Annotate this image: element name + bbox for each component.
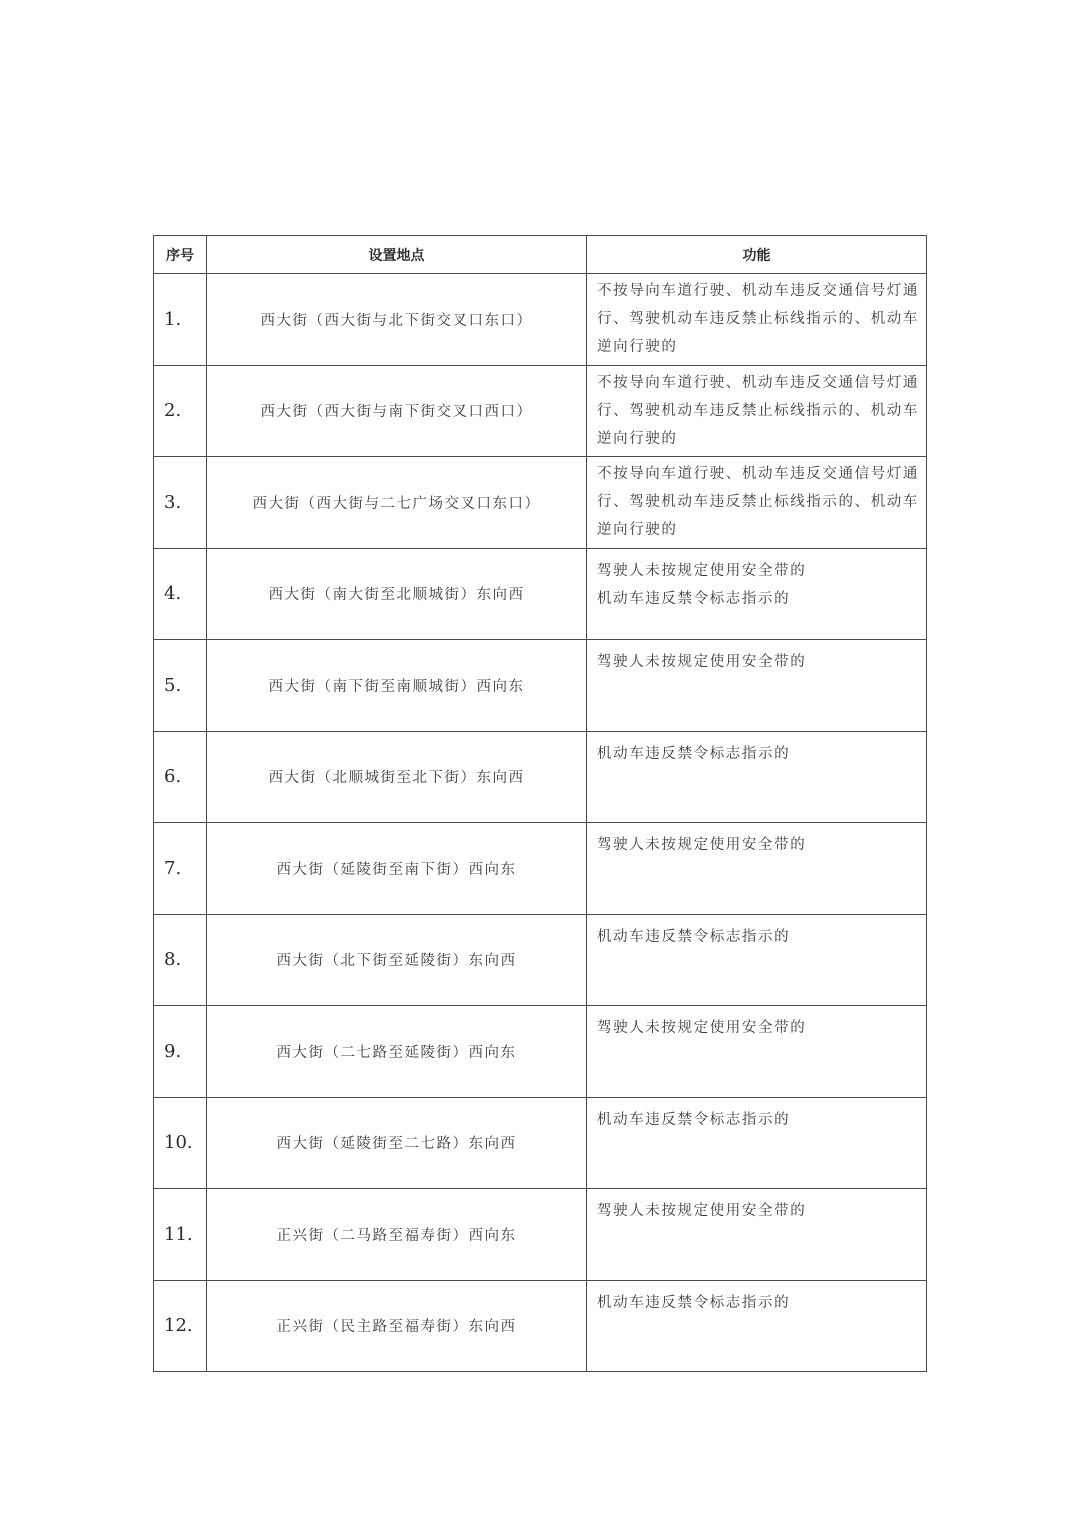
function-line: 行、驾驶机动车违反禁止标线指示的、机动车 <box>597 311 919 328</box>
table-row <box>154 640 927 732</box>
table-row <box>154 457 927 549</box>
function-line: 机动车违反禁令标志指示的 <box>597 1111 791 1128</box>
function-cell <box>587 1280 927 1372</box>
function-line: 驾驶人未按规定使用安全带的 <box>597 1203 807 1219</box>
camera-location-table <box>153 235 927 1372</box>
function-line: 驾驶人未按规定使用安全带的 <box>597 1020 807 1036</box>
location-cell: 西大街（西大街与二七广场交叉口东口） <box>207 457 587 549</box>
table-row <box>154 365 927 457</box>
function-line: 机动车违反禁令标志指示的 <box>597 928 791 945</box>
function-line: 不按导向车道行驶、机动车违反交通信号灯通 <box>597 283 919 300</box>
row-number: 11. <box>154 1189 207 1281</box>
row-number: 9. <box>154 1006 207 1098</box>
location-cell: 西大街（西大街与北下街交叉口东口） <box>207 274 587 366</box>
function-line: 驾驶人未按规定使用安全带的 <box>597 654 807 670</box>
function-cell <box>587 914 927 1006</box>
table-row <box>154 1006 927 1098</box>
row-number: 2. <box>154 365 207 457</box>
table-row <box>154 1189 927 1281</box>
row-number: 7. <box>154 823 207 915</box>
table-row <box>154 731 927 823</box>
location-cell: 西大街（西大街与南下街交叉口西口） <box>207 365 587 457</box>
function-cell <box>587 365 927 457</box>
function-cell <box>587 1189 927 1281</box>
location-cell: 西大街（北顺城街至北下街）东向西 <box>207 731 587 823</box>
row-number: 3. <box>154 457 207 549</box>
location-cell: 西大街（北下街至延陵街）东向西 <box>207 914 587 1006</box>
function-line: 驾驶人未按规定使用安全带的 <box>597 562 807 579</box>
header-function: 功能 <box>587 236 927 274</box>
location-cell: 正兴街（二马路至福寿街）西向东 <box>207 1189 587 1281</box>
row-number: 5. <box>154 640 207 732</box>
function-cell <box>587 548 927 640</box>
function-line: 逆向行驶的 <box>597 430 678 447</box>
row-number: 12. <box>154 1280 207 1372</box>
header-row <box>154 236 927 274</box>
header-location: 设置地点 <box>207 236 587 274</box>
function-line: 逆向行驶的 <box>597 522 678 539</box>
function-cell <box>587 274 927 366</box>
function-cell <box>587 823 927 915</box>
row-number: 1. <box>154 274 207 366</box>
row-number: 4. <box>154 548 207 640</box>
table-body <box>154 274 927 1372</box>
function-cell <box>587 1097 927 1189</box>
location-cell: 正兴街（民主路至福寿街）东向西 <box>207 1280 587 1372</box>
function-cell <box>587 1006 927 1098</box>
row-number: 10. <box>154 1097 207 1189</box>
function-line: 逆向行驶的 <box>597 339 678 356</box>
table-row <box>154 274 927 366</box>
table-row <box>154 823 927 915</box>
table-row <box>154 914 927 1006</box>
function-line: 行、驾驶机动车违反禁止标线指示的、机动车 <box>597 494 919 511</box>
location-cell: 西大街（二七路至延陵街）西向东 <box>207 1006 587 1098</box>
function-line: 不按导向车道行驶、机动车违反交通信号灯通 <box>597 374 919 391</box>
table-row <box>154 1280 927 1372</box>
function-line: 驾驶人未按规定使用安全带的 <box>597 837 807 853</box>
function-line: 机动车违反禁令标志指示的 <box>597 590 791 607</box>
location-cell: 西大街（延陵街至南下街）西向东 <box>207 823 587 915</box>
location-cell: 西大街（南下街至南顺城街）西向东 <box>207 640 587 732</box>
function-cell <box>587 640 927 732</box>
function-cell <box>587 731 927 823</box>
header-no: 序号 <box>154 236 207 274</box>
function-line: 行、驾驶机动车违反禁止标线指示的、机动车 <box>597 402 919 419</box>
function-line: 不按导向车道行驶、机动车违反交通信号灯通 <box>597 466 919 483</box>
function-line: 机动车违反禁令标志指示的 <box>597 745 791 762</box>
table-header <box>154 236 927 274</box>
function-line: 机动车违反禁令标志指示的 <box>597 1294 791 1311</box>
table-row <box>154 548 927 640</box>
location-cell: 西大街（延陵街至二七路）东向西 <box>207 1097 587 1189</box>
function-cell <box>587 457 927 549</box>
row-number: 6. <box>154 731 207 823</box>
table-row <box>154 1097 927 1189</box>
row-number: 8. <box>154 914 207 1006</box>
location-cell: 西大街（南大街至北顺城街）东向西 <box>207 548 587 640</box>
